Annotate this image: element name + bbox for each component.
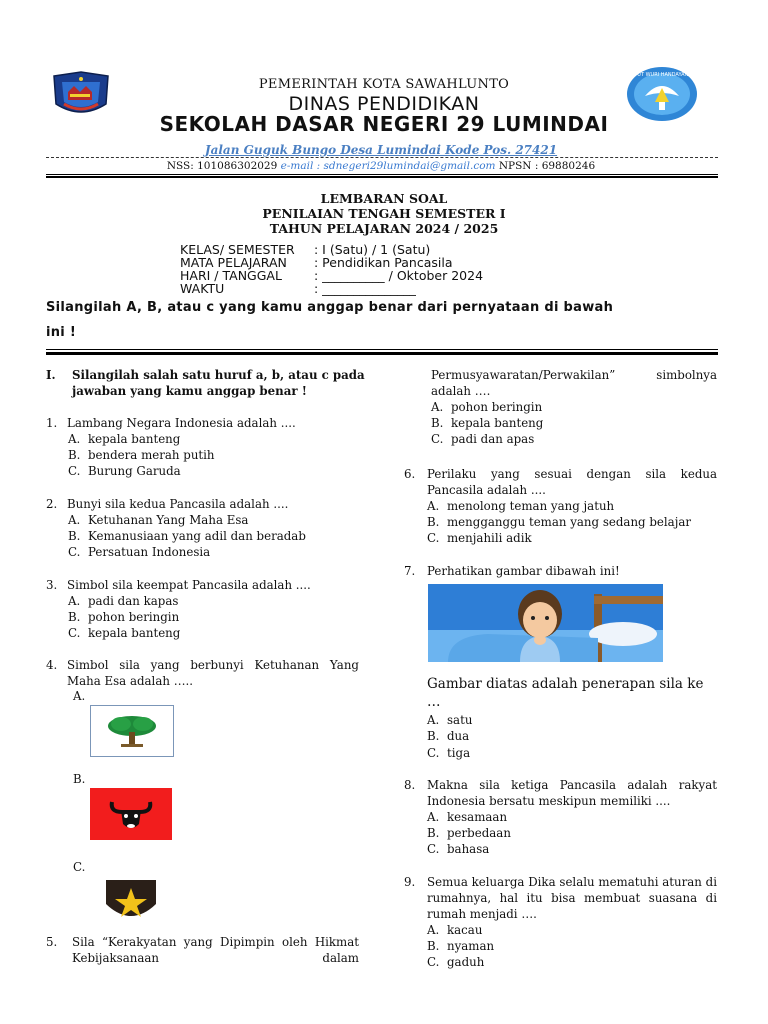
question-number: 8. bbox=[404, 778, 416, 792]
info-label: KELAS/ SEMESTER bbox=[180, 242, 295, 257]
question-4-line2: Maha Esa adalah ….. bbox=[67, 674, 194, 688]
option-letter: B. bbox=[68, 610, 81, 624]
question-7-line1: Gambar diatas adalah penerapan sila ke bbox=[427, 676, 704, 692]
option-text: Ketuhanan Yang Maha Esa bbox=[88, 513, 249, 527]
sheet-title: LEMBARAN SOAL bbox=[320, 191, 448, 206]
q8-option-a[interactable] bbox=[427, 809, 507, 825]
q9-option-a[interactable] bbox=[427, 922, 482, 938]
question-number: 7. bbox=[404, 564, 416, 578]
q9-option-b[interactable] bbox=[427, 938, 494, 954]
option-letter: A. bbox=[431, 400, 444, 414]
question-9-line1: Semua keluarga Dika selalu mematuhi aturan di bbox=[427, 875, 717, 889]
option-letter: B. bbox=[427, 939, 440, 953]
option-letter: A. bbox=[427, 499, 440, 513]
q5-option-b[interactable] bbox=[431, 415, 543, 431]
banyan-tree-symbol[interactable] bbox=[90, 705, 174, 757]
question-number: 9. bbox=[404, 875, 416, 889]
question-number: 3. bbox=[46, 578, 58, 592]
department-name: DINAS PENDIDIKAN bbox=[288, 93, 480, 115]
option-letter: A. bbox=[427, 713, 440, 727]
section-instruction-line1: Silangilah salah satu huruf a, b, atau c pada bbox=[72, 368, 365, 382]
question-9-line2: rumahnya, hal itu bisa membuat suasana di bbox=[427, 891, 717, 905]
option-text: padi dan apas bbox=[451, 432, 535, 446]
q7-option-b[interactable] bbox=[427, 728, 469, 744]
q7-option-a[interactable] bbox=[427, 712, 472, 728]
option-letter: B. bbox=[427, 826, 440, 840]
option-text: padi dan kapas bbox=[88, 594, 179, 608]
q1-option-b[interactable] bbox=[68, 447, 215, 463]
school-address: Jalan Guguk Bungo Desa Lumindai Kode Pos. 27421 bbox=[204, 143, 558, 157]
question-5-line1: Sila “Kerakyatan yang Dipimpin oleh Hikmat bbox=[72, 935, 359, 949]
boy-praying-in-bed-illustration bbox=[428, 584, 663, 662]
option-text: tiga bbox=[447, 746, 471, 760]
option-letter: C. bbox=[68, 626, 81, 640]
question-6-line2: Pancasila adalah .... bbox=[427, 483, 546, 497]
header-rule bbox=[46, 174, 718, 175]
q2-option-c[interactable] bbox=[68, 544, 210, 560]
section-number: I. bbox=[46, 368, 56, 382]
option-text: bahasa bbox=[447, 842, 490, 856]
info-value: : __________ / Oktober 2024 bbox=[314, 268, 484, 283]
q4-option-c-label[interactable]: C. bbox=[73, 860, 86, 874]
bull-head-symbol[interactable] bbox=[90, 788, 172, 840]
question-7-text: Perhatikan gambar dibawah ini! bbox=[427, 564, 620, 578]
question-1-text: Lambang Negara Indonesia adalah .... bbox=[67, 416, 296, 430]
info-value: : _______________ bbox=[314, 281, 416, 296]
option-letter: C. bbox=[427, 955, 440, 969]
option-text: gaduh bbox=[447, 955, 485, 969]
question-6-line1: Perilaku yang sesuai dengan sila kedua bbox=[427, 467, 717, 481]
option-text: menolong teman yang jatuh bbox=[447, 499, 615, 513]
school-ids bbox=[0, 160, 762, 172]
option-text: satu bbox=[447, 713, 473, 727]
info-label: MATA PELAJARAN bbox=[180, 255, 287, 270]
instruction-rule-thick bbox=[46, 352, 718, 355]
question-5-line2: Kebijaksanaan dalam bbox=[72, 951, 359, 965]
npsn-number: NPSN : 69880246 bbox=[498, 160, 596, 172]
q5-option-a[interactable] bbox=[431, 399, 542, 415]
question-4-line1: Simbol sila yang berbunyi Ketuhanan Yang bbox=[67, 658, 359, 672]
question-number: 1. bbox=[46, 416, 58, 430]
option-text: Burung Garuda bbox=[88, 464, 181, 478]
q9-option-c[interactable] bbox=[427, 954, 484, 970]
school-email[interactable]: e-mail : sdnegeri29lumindai@gmail.com bbox=[280, 160, 496, 172]
option-letter: C. bbox=[427, 842, 440, 856]
option-text: dua bbox=[447, 729, 470, 743]
option-letter: B. bbox=[431, 416, 444, 430]
option-text: kacau bbox=[447, 923, 483, 937]
section-instruction-line2: jawaban yang kamu anggap benar ! bbox=[72, 384, 307, 398]
question-3-text: Simbol sila keempat Pancasila adalah .... bbox=[67, 578, 311, 592]
q3-option-b[interactable] bbox=[68, 609, 179, 625]
q8-option-b[interactable] bbox=[427, 825, 511, 841]
option-letter: C. bbox=[431, 432, 444, 446]
option-text: kepala banteng bbox=[88, 432, 181, 446]
question-7-line2: … bbox=[427, 694, 441, 710]
exam-title: PENILAIAN TENGAH SEMESTER I bbox=[262, 206, 506, 221]
option-text: nyaman bbox=[447, 939, 495, 953]
option-letter: A. bbox=[427, 810, 440, 824]
question-9-line3: rumah menjadi …. bbox=[427, 907, 537, 921]
option-text: Persatuan Indonesia bbox=[88, 545, 211, 559]
instruction-line1: Silangilah A, B, atau c yang kamu anggap benar dari pernyataan di bawah bbox=[46, 300, 614, 315]
nss-number: NSS: 101086302029 bbox=[166, 160, 278, 172]
star-shield-symbol[interactable] bbox=[104, 878, 158, 928]
info-value: : Pendidikan Pancasila bbox=[314, 255, 453, 270]
q8-option-c[interactable] bbox=[427, 841, 489, 857]
instruction-line2: ini ! bbox=[46, 325, 77, 340]
q6-option-a[interactable] bbox=[427, 498, 614, 514]
q1-option-a[interactable] bbox=[68, 431, 180, 447]
header-rule-thick bbox=[46, 176, 718, 178]
question-number: 4. bbox=[46, 658, 58, 672]
info-label: WAKTU bbox=[180, 281, 225, 296]
option-text: bendera merah putih bbox=[88, 448, 215, 462]
option-text: pohon beringin bbox=[88, 610, 180, 624]
instruction-rule bbox=[46, 349, 718, 350]
q2-option-a[interactable] bbox=[68, 512, 248, 528]
question-8-line1: Makna sila ketiga Pancasila adalah rakyat bbox=[427, 778, 717, 792]
option-letter: A. bbox=[68, 594, 81, 608]
question-2-text: Bunyi sila kedua Pancasila adalah .... bbox=[67, 497, 289, 511]
q5-option-c[interactable] bbox=[431, 431, 534, 447]
option-text: pohon beringin bbox=[451, 400, 543, 414]
q6-option-c[interactable] bbox=[427, 530, 532, 546]
government-name: PEMERINTAH KOTA SAWAHLUNTO bbox=[258, 77, 510, 92]
q4-option-b-label[interactable]: B. bbox=[73, 772, 86, 786]
school-name: SEKOLAH DASAR NEGERI 29 LUMINDAI bbox=[159, 112, 609, 136]
option-text: mengganggu teman yang sedang belajar bbox=[447, 515, 692, 529]
q3-option-a[interactable] bbox=[68, 593, 178, 609]
option-letter: A. bbox=[68, 513, 81, 527]
q7-option-c[interactable] bbox=[427, 745, 470, 761]
option-text: kesamaan bbox=[447, 810, 508, 824]
option-letter: C. bbox=[427, 746, 440, 760]
q3-option-c[interactable] bbox=[68, 625, 180, 641]
header-divider bbox=[46, 157, 718, 158]
academic-year: TAHUN PELAJARAN 2024 / 2025 bbox=[269, 221, 499, 236]
question-5-line4: adalah …. bbox=[431, 384, 491, 398]
option-letter: B. bbox=[68, 448, 81, 462]
question-5-line3: Permusyawaratan/Perwakilan” simbolnya bbox=[431, 368, 717, 382]
svg-text:TUT WURI HANDAYANI: TUT WURI HANDAYANI bbox=[634, 72, 690, 78]
option-text: menjahili adik bbox=[447, 531, 532, 545]
option-text: kepala banteng bbox=[451, 416, 544, 430]
info-label: HARI / TANGGAL bbox=[180, 268, 282, 283]
q1-option-c[interactable] bbox=[68, 463, 181, 479]
option-text: kepala banteng bbox=[88, 626, 181, 640]
option-letter: B. bbox=[427, 515, 440, 529]
option-letter: C. bbox=[68, 464, 81, 478]
option-letter: C. bbox=[68, 545, 81, 559]
option-text: perbedaan bbox=[447, 826, 511, 840]
question-8-line2: Indonesia bersatu meskipun memiliki .... bbox=[427, 794, 671, 808]
option-letter: C. bbox=[427, 531, 440, 545]
option-letter: A. bbox=[427, 923, 440, 937]
q4-option-a-label[interactable]: A. bbox=[73, 689, 86, 703]
question-number: 5. bbox=[46, 935, 58, 949]
question-number: 2. bbox=[46, 497, 58, 511]
option-letter: B. bbox=[68, 529, 81, 543]
question-number: 6. bbox=[404, 467, 416, 481]
option-letter: B. bbox=[427, 729, 440, 743]
info-value: : I (Satu) / 1 (Satu) bbox=[314, 242, 431, 257]
q2-option-b[interactable] bbox=[68, 528, 306, 544]
option-letter: A. bbox=[68, 432, 81, 446]
q6-option-b[interactable] bbox=[427, 514, 691, 530]
option-text: Kemanusiaan yang adil dan beradab bbox=[88, 529, 306, 543]
